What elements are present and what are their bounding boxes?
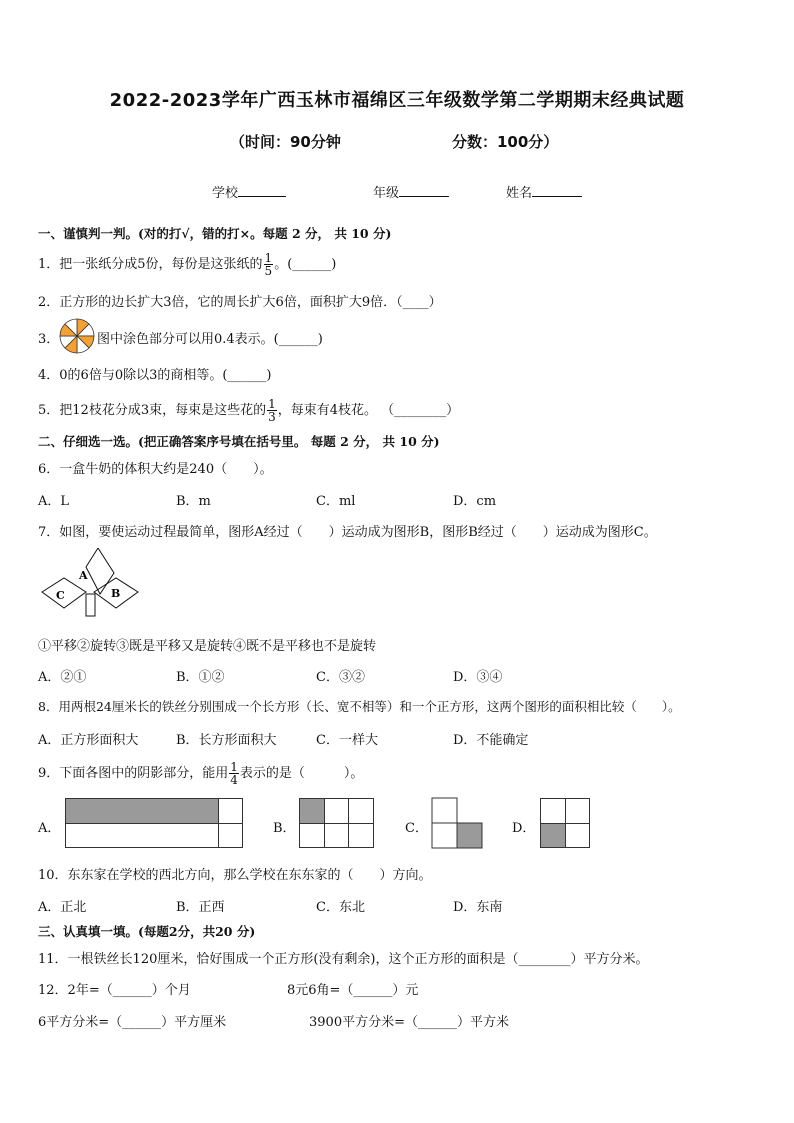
q7-option-b: B．①② [176, 670, 225, 685]
q6-option-b: B．m [176, 494, 211, 509]
label-c: C [56, 589, 65, 602]
q7-option-c: C．③② [316, 670, 365, 685]
shape-figure [38, 548, 142, 620]
question-6: 6．一盒牛奶的体积大约是240（ ）。 [38, 462, 273, 477]
q9-option-a: A． [38, 821, 61, 836]
q8-option-a: A．正方形面积大 [38, 733, 139, 748]
q9-figure-d [540, 798, 590, 848]
question-3-text: 图中涂色部分可以用0.4表示。(______) [97, 332, 323, 347]
label-a: A [79, 569, 88, 582]
shape-stem [86, 594, 95, 616]
question-9: 9．下面各图中的阴影部分，能用 $\frac{1}{4}$ 表示的是（ ）。 [38, 760, 364, 787]
name-field: 姓名 [506, 182, 582, 201]
q7-option-d: D．③④ [453, 670, 503, 685]
q9-figure-a [65, 798, 243, 848]
question-11: 11．一根铁丝长120厘米，恰好围成一个正方形(没有剩余)，这个正方形的面积是（________）平方分米。 [38, 952, 649, 967]
q7-note: ①平移②旋转③既是平移又是旋转④既不是平移也不是旋转 [38, 639, 377, 654]
q6-option-c: C．ml [316, 494, 356, 509]
q9-option-c: C． [405, 821, 428, 836]
fraction: $\frac{1}{4}$ [230, 760, 238, 787]
q10-option-d: D．东南 [453, 900, 503, 915]
q10-option-a: A．正北 [38, 900, 87, 915]
question-12-a: 12．2年=（______）个月 [38, 983, 191, 998]
q10-option-b: B．正西 [176, 900, 225, 915]
school-field: 学校 [212, 182, 286, 201]
fraction: $\frac{1}{3}$ [268, 397, 276, 424]
exam-score: 分数：100分） [452, 133, 559, 151]
question-7: 7．如图，要使运动过程最简单，图形A经过（ ）运动成为图形B，图形B经过（ ）运动成为图形C。 [38, 525, 657, 540]
q9-figure-b [299, 798, 374, 848]
q10-option-c: C．东北 [316, 900, 365, 915]
q9-option-d: D． [512, 821, 536, 836]
page-title: 2022-2023学年广西玉林市福绵区三年级数学第二学期期末经典试题 [109, 90, 685, 111]
fraction: $\frac{1}{5}$ [264, 251, 273, 278]
section1-heading: 一、谨慎判一判。(对的打√，错的打×。每题 2 分， 共 10 分) [38, 226, 392, 241]
q6-option-d: D．cm [453, 494, 497, 509]
question-12-d: 3900平方分米=（______）平方米 [309, 1015, 509, 1030]
q9-option-b: B． [273, 821, 296, 836]
question-3: 3． [38, 332, 60, 347]
q8-option-c: C．一样大 [316, 733, 378, 748]
label-b: B [111, 587, 121, 600]
question-4: 4．0的6倍与0除以3的商相等。(______) [38, 368, 272, 383]
question-8: 8．用两根24厘米长的铁丝分别围成一个长方形（长、宽不相等）和一个正方形，这两个图形的面积相比较（ ）。 [38, 699, 681, 714]
exam-time: （时间：90分钟 [230, 133, 341, 151]
q8-option-d: D．不能确定 [453, 733, 529, 748]
section3-heading: 三、认真填一填。(每题2分，共20 分) [38, 924, 256, 939]
q9-figure-c [431, 797, 483, 850]
question-5: 5．把12枝花分成3束，每束是这些花的 $\frac{1}{3}$ ，每束有4枝花。 （________） [38, 397, 460, 424]
q7-option-a: A．②① [38, 670, 87, 685]
section2-heading: 二、仔细选一选。(把正确答案序号填在括号里。 每题 2 分， 共 10 分) [38, 434, 440, 449]
question-1: 1．把一张纸分成5份，每份是这张纸的 $\frac{1}{5}$ 。(______) [38, 251, 337, 278]
pie-figure [59, 318, 95, 354]
question-10: 10．东东家在学校的西北方向，那么学校在东东家的（ ）方向。 [38, 868, 432, 883]
question-12-b: 8元6角=（______）元 [287, 983, 419, 998]
shape-a [86, 548, 114, 594]
q8-option-b: B．长方形面积大 [176, 733, 277, 748]
question-12-c: 6平方分米=（______）平方厘米 [38, 1015, 227, 1030]
grade-field: 年级 [373, 182, 449, 201]
question-2: 2．正方形的边长扩大3倍，它的周长扩大6倍，面积扩大9倍．（____） [38, 295, 442, 310]
q6-option-a: A．L [38, 494, 70, 509]
